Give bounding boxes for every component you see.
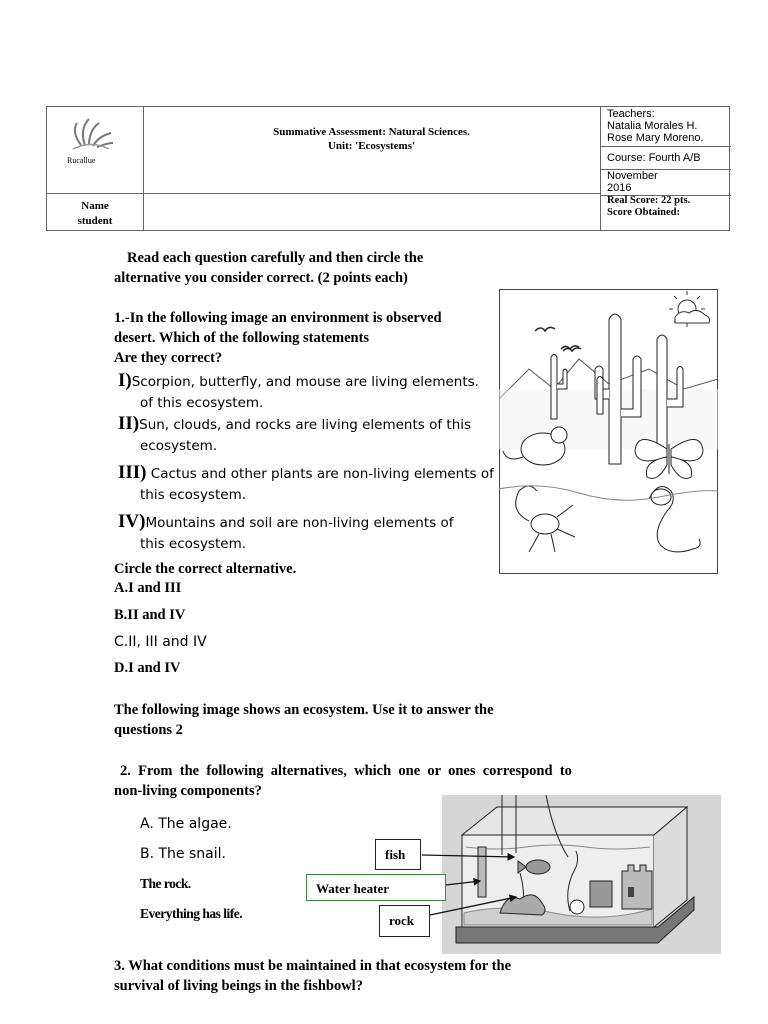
statement-text: Scorpion, butterfly, and mouse are living elements.: [131, 374, 479, 390]
date-year: 2016: [607, 182, 632, 194]
water-heater-label-box: Water heater: [306, 874, 446, 901]
score-obtained: Score Obtained:: [607, 207, 681, 218]
question-1-stem: [114, 308, 442, 368]
student-name-field[interactable]: [144, 194, 599, 230]
option-a[interactable]: A.I and III: [114, 580, 182, 596]
teacher-name: Natalia Morales H.: [607, 120, 698, 132]
statement-i: [118, 370, 479, 414]
option-c[interactable]: C.II, III and IV: [114, 634, 207, 650]
header-table: [46, 106, 730, 231]
q2-option-a[interactable]: A. The algae.: [140, 816, 232, 832]
logo-text: Rucallue: [67, 156, 96, 165]
statement-text: of this ecosystem.: [140, 395, 264, 411]
q2-option-d[interactable]: Everything has life.: [140, 906, 243, 921]
real-score: Real Score: 22 pts.: [607, 195, 691, 206]
question-text: 3. What conditions must be maintained in that ecosystem for the: [114, 958, 512, 974]
instructions-line: alternative you consider correct. (2 points each): [114, 270, 408, 286]
circle-prompt: Circle the correct alternative.: [114, 561, 297, 577]
statement-text: Sun, clouds, and rocks are living elements of this: [139, 417, 472, 433]
label-arrows: [420, 845, 540, 925]
name-label-line: student: [77, 215, 113, 227]
option-d[interactable]: D.I and IV: [114, 660, 181, 676]
question-text: desert. Which of the following statements: [114, 330, 370, 346]
intro-line: questions 2: [114, 722, 183, 738]
name-label: [47, 199, 143, 229]
snail-icon: [570, 900, 584, 914]
statement-text: ecosystem.: [140, 438, 218, 454]
q2-option-b[interactable]: B. The snail.: [140, 846, 226, 862]
statement-text: this ecosystem.: [140, 487, 247, 503]
title-line: Summative Assessment: Natural Sciences.: [273, 126, 470, 138]
course-label: Course: Fourth A/B: [607, 152, 701, 164]
instructions: [114, 248, 423, 288]
statement-text: Mountains and soil are non-living elements of: [145, 515, 454, 531]
rock-label-box: rock: [379, 905, 430, 937]
statement-number: II): [118, 413, 140, 434]
teacher-name: Rose Mary Moreno.: [607, 132, 704, 144]
tank-top: [462, 807, 687, 835]
statement-number: IV): [118, 511, 146, 532]
question-text: Are they correct?: [114, 350, 223, 366]
statement-iii: [118, 462, 494, 506]
instructions-line: Read each question carefully and then circle the: [127, 250, 424, 266]
statement-text: this ecosystem.: [140, 536, 247, 552]
desert-ecosystem-image: [499, 289, 718, 574]
name-label-line: Name: [81, 200, 109, 212]
question-text: 2. From the following alternatives, which one or ones correspond to: [120, 763, 572, 779]
castle-icon: [622, 865, 652, 909]
statement-number: I): [118, 370, 132, 391]
question-text: 1.-In the following image an environment is observed: [114, 310, 442, 326]
air-pump-icon: [590, 881, 612, 907]
teachers-label: Teachers:: [607, 108, 655, 120]
date-cell: [607, 170, 658, 194]
statement-text: Cactus and other plants are non-living elements of: [146, 466, 494, 482]
intro-2: [114, 700, 494, 740]
table-divider: [600, 146, 731, 147]
date-month: November: [607, 170, 658, 182]
question-text: survival of living beings in the fishbowl?: [114, 978, 363, 994]
intro-line: The following image shows an ecosystem. Use it to answer the: [114, 702, 494, 718]
statement-ii: [118, 413, 471, 457]
q2-option-c[interactable]: The rock.: [140, 876, 191, 891]
statement-iv: [118, 511, 453, 555]
school-logo: [67, 115, 117, 153]
fish-label-box: fish: [375, 839, 421, 870]
option-b[interactable]: B.II and IV: [114, 607, 186, 623]
score-cell: [607, 195, 690, 219]
assessment-title: [143, 125, 600, 153]
teachers-cell: [607, 108, 704, 144]
unit-line: Unit: 'Ecosystems': [327, 140, 416, 152]
question-text: non-living components?: [114, 783, 262, 799]
statement-number: III): [118, 462, 147, 483]
question-3: [114, 956, 511, 996]
